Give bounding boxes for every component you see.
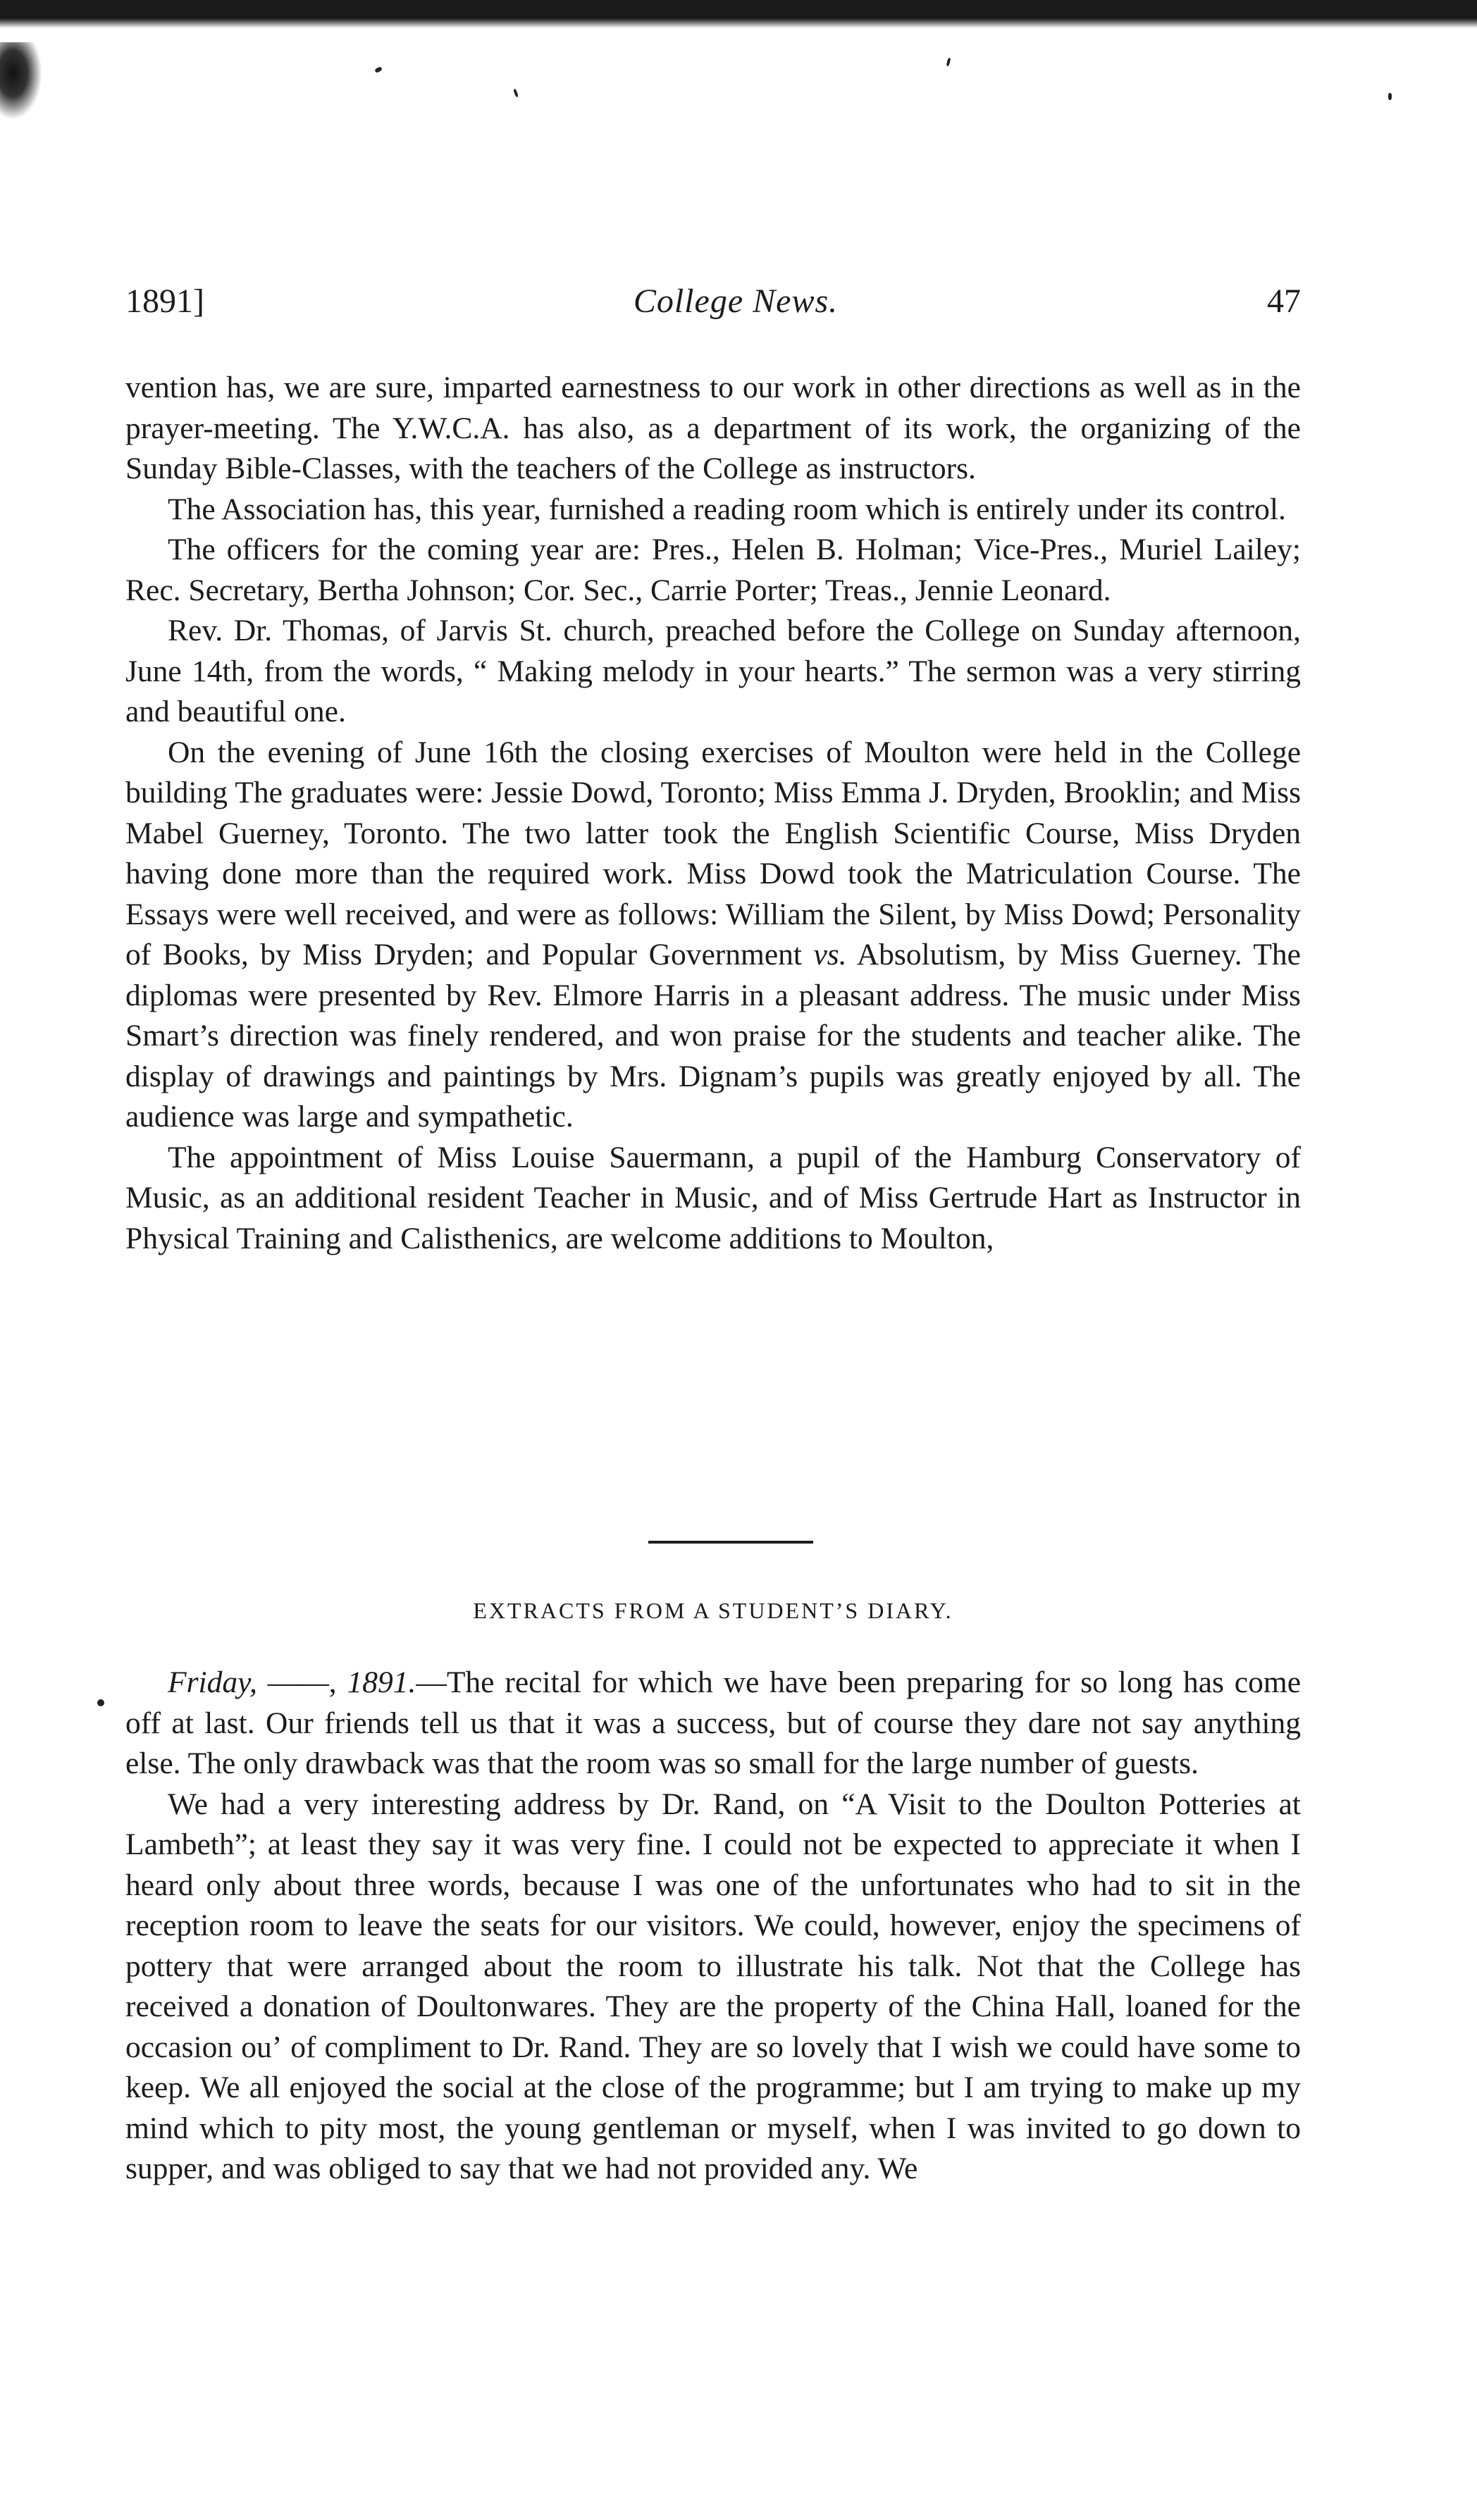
moulton-text-start: On the evening of June 16th the closing exercises of Moulton were held in the College building The graduates were: Jessie Dowd, Toronto; Miss Emma J. Dryden, Brooklin; and Miss Mabel Guerney, Toronto. The two latter took the English Scientific Course, Miss Dryden having done more than the required work. Miss Dowd took the Matriculation Course. The Essays were well received, and were as follows: William the Silent, by Miss Dowd; Personality of Books, by Miss Dryden; and Popular Government — [125, 735, 1301, 972]
section-title: EXTRACTS FROM A STUDENT’S DIARY. — [473, 1598, 953, 1623]
paragraph-appointments: The appointment of Miss Louise Sauermann, a pupil of the Hamburg Conservatory of Music, as an additional resident Teacher in Music, and of Miss Gertrude Hart as Instructor in Physical Training and Calisthenics, are welcome additions to Moulton, — [125, 1140, 1301, 1255]
body-text-top — [125, 368, 1301, 1259]
header-journal-title: College News. — [633, 283, 839, 320]
paragraph-ywca-continuation: vention has, we are sure, imparted earnestness to our work in other directions as well as in the prayer-meeting. The Y.W.C.A. has also, as a department of its work, the organizing of the Sunday Bible-Classes, with the teachers of the College as instructors. — [125, 371, 1301, 485]
top-border-rule — [0, 0, 1477, 28]
ink-speck — [513, 89, 519, 98]
paragraph-reading-room: The Association has, this year, furnished a reading room which is entirely under its control. — [168, 492, 1286, 526]
binding-edge-mark — [0, 42, 42, 120]
ink-speck — [1388, 93, 1392, 100]
diary-day: Friday, — [168, 1665, 257, 1699]
diary-entry-first — [125, 1663, 1301, 1785]
diary-entry-text: —The recital for which we have been preparing for so long has come off at last. Our friends tell us that it was a success, but of course they dare not say anything else. The only drawback was that the room was so small for the large number of guests. — [125, 1665, 1301, 1780]
paragraph-officers: The officers for the coming year are: Pres., Helen B. Holman; Vice-Pres., Muriel Lailey; Rec. Secretary, Bertha Johnson; Cor. Sec., Carrie Porter; Treas., Jennie Leonard. — [125, 533, 1301, 607]
diary-year: 1891. — [347, 1665, 416, 1699]
margin-dot — [97, 1699, 104, 1706]
ink-speck — [946, 58, 951, 67]
diary-text — [125, 1663, 1301, 2190]
diary-entry-second: We had a very interesting address by Dr. Rand, on “A Visit to the Doulton Potteries at Lambeth”; at least they say it was very fine. I could not be expected to appreciate it when I heard only about three words, because I was one of the unfortunates who had to sit in the reception room to leave the seats for our visitors. We could, however, enjoy the specimens of pottery that were arranged about the room to illustrate his talk. Not that the College has received a donation of Doultonwares. They are the property of the China Hall, loaned for the occasion ouʼ of compliment to Dr. Rand. They are so lovely that I wish we could have some to keep. We all enjoyed the social at the close of the programme; but I am trying to make up my mind which to pity most, the young gentleman or myself, when I was invited to go down to supper, and was obliged to say that we had not provided any. We — [125, 1787, 1301, 2185]
moulton-text-end: Absolutism, by Miss Guerney. The diplomas were presented by Rev. Elmore Harris in a pleasant address. The music under Miss Smart’s direction was finely rendered, and won praise for the students and teacher alike. The display of drawings and paintings by Mrs. Dignam’s pupils was greatly enjoyed by all. The audience was large and sympathetic. — [125, 938, 1301, 1134]
paragraph-moulton-exercises — [125, 733, 1301, 1138]
header-year: 1891] — [125, 283, 204, 320]
diary-dash: ——, — [257, 1665, 347, 1699]
vs-word: vs. — [813, 938, 847, 972]
header-page-number: 47 — [1266, 283, 1301, 320]
section-divider — [648, 1541, 813, 1544]
running-header — [125, 282, 1301, 338]
ink-speck — [374, 66, 383, 73]
paragraph-sermon: Rev. Dr. Thomas, of Jarvis St. church, preached before the College on Sunday afternoon, June 14th, from the words, “ Making melody in your hearts.” The sermon was a very stirring and beautiful one. — [125, 614, 1301, 728]
